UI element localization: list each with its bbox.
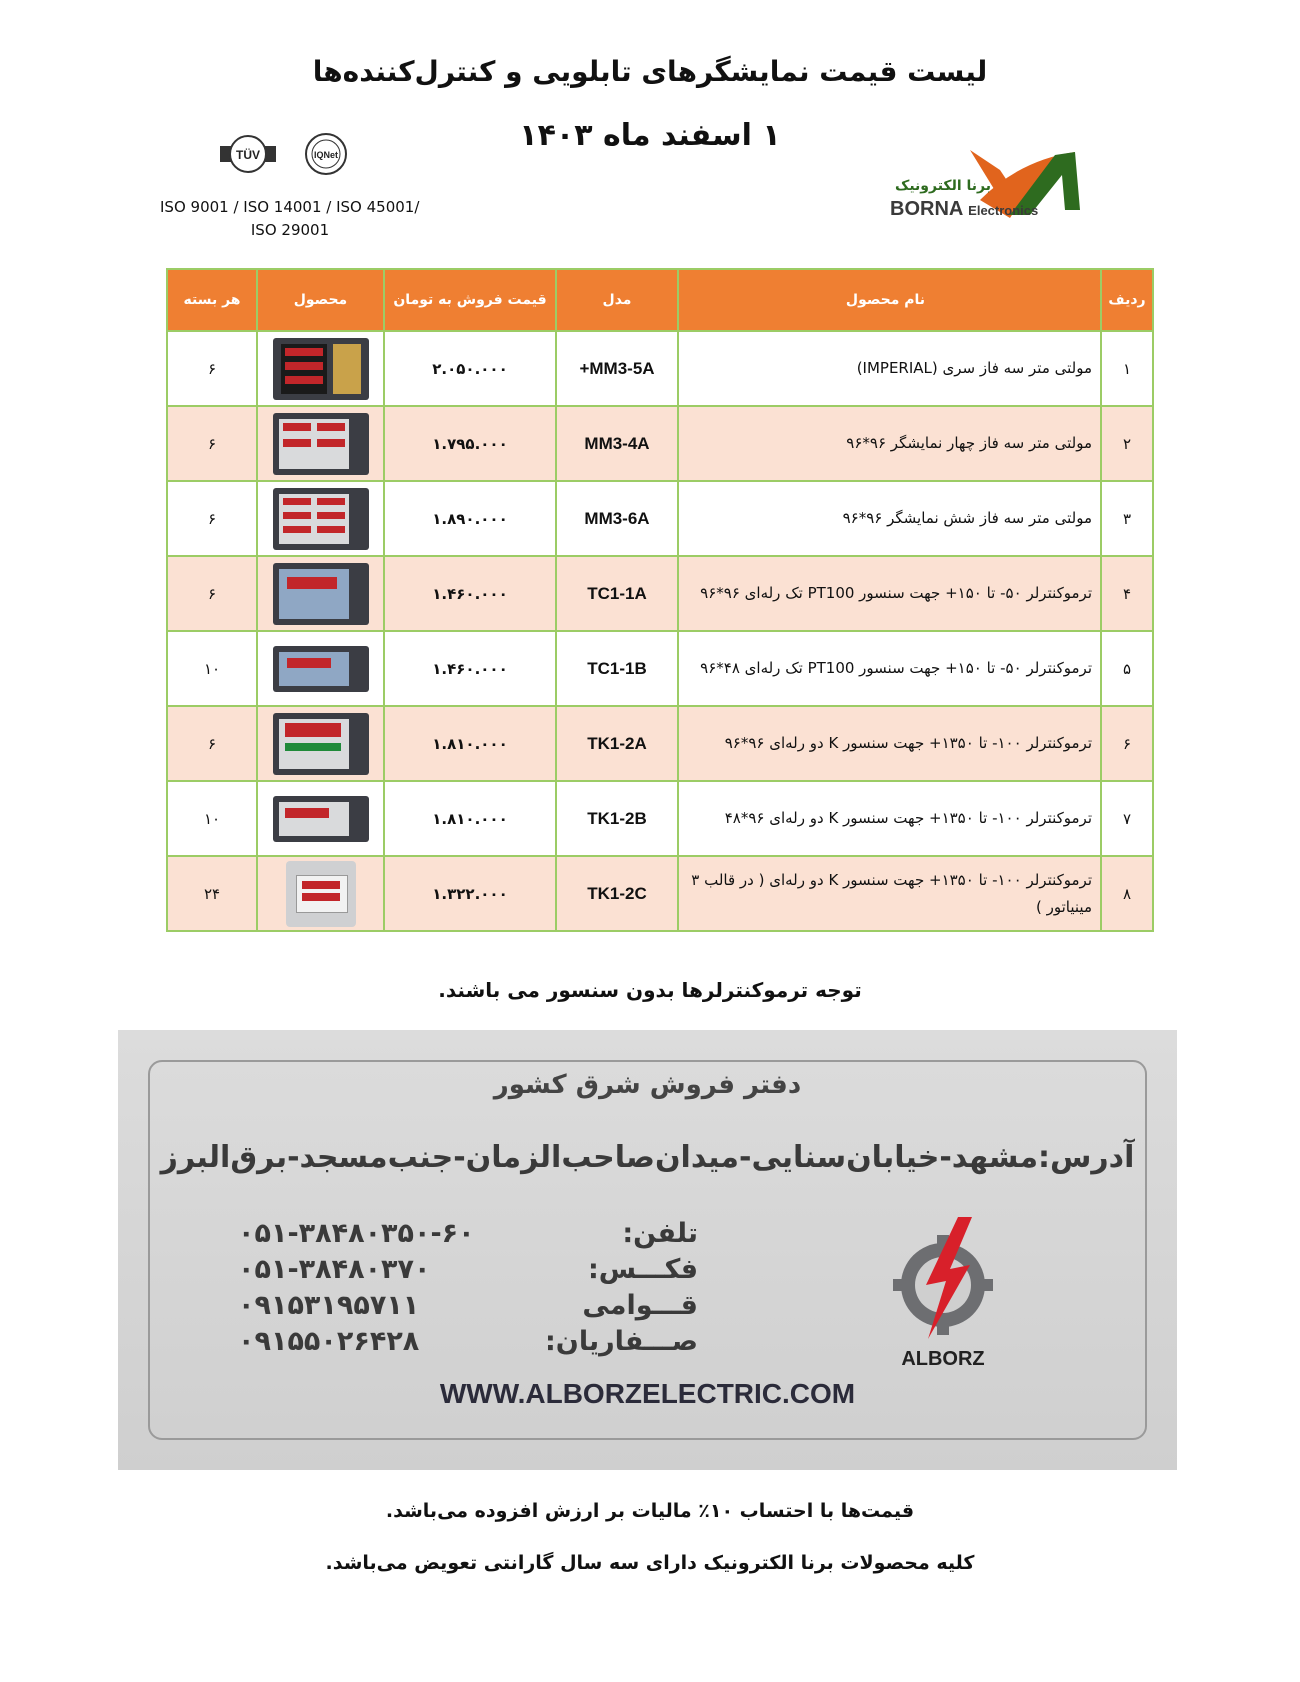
row-product-image [257, 631, 384, 706]
borna-logo-en [890, 198, 1038, 221]
header-price: قیمت فروش به تومان [384, 269, 556, 331]
row-model: TC1-1A [556, 556, 678, 631]
row-name: ترموکنترلر ۱۰۰- تا ۱۳۵۰+ جهت سنسور K دو رله‌ای ۹۶*۹۶ [678, 706, 1101, 781]
table-row [167, 481, 1153, 556]
row-product-image [257, 481, 384, 556]
page-title: لیست قیمت نمایشگرهای تابلویی و کنترل‌کننده‌ها [312, 55, 988, 88]
header-model: مدل [556, 269, 678, 331]
contact-safarian [238, 1326, 698, 1357]
row-idx: ۴ [1101, 556, 1153, 631]
table-row [167, 406, 1153, 481]
contact-label: فکـــس: [587, 1254, 698, 1285]
borna-logo-main: BORNA [890, 198, 963, 220]
cert-b-label: IQNet [313, 150, 339, 160]
vat-note: قیمت‌ها با احتساب ۱۰٪ مالیات بر ارزش افزوده می‌باشد. [385, 1500, 915, 1522]
row-price: ۲.۰۵۰.۰۰۰ [384, 331, 556, 406]
warranty-note: کلیه محصولات برنا الکترونیک دارای سه سال گارانتی تعویض می‌باشد. [325, 1552, 975, 1574]
row-pack: ۶ [167, 331, 257, 406]
row-name: ترموکنترلر ۵۰- تا ۱۵۰+ جهت سنسور PT100 تک رله‌ای ۹۶*۹۶ [678, 556, 1101, 631]
row-pack: ۶ [167, 556, 257, 631]
row-pack: ۶ [167, 406, 257, 481]
row-price: ۱.۴۶۰.۰۰۰ [384, 556, 556, 631]
row-idx: ۷ [1101, 781, 1153, 856]
contact-label: صـــفاریان: [544, 1326, 698, 1357]
sales-office-banner [118, 1030, 1177, 1470]
thermocontroller-image [273, 646, 369, 692]
row-model: TK1-2A [556, 706, 678, 781]
borna-logo-fa: برنا الکترونیک [895, 178, 991, 194]
page-date: ۱ اسفند ماه ۱۴۰۳ [519, 118, 781, 153]
row-price: ۱.۳۲۲.۰۰۰ [384, 856, 556, 931]
header-idx: ردیف [1101, 269, 1153, 331]
row-pack: ۲۴ [167, 856, 257, 931]
row-price: ۱.۷۹۵.۰۰۰ [384, 406, 556, 481]
row-idx: ۳ [1101, 481, 1153, 556]
contact-value: ۰۵۱-۳۸۴۸۰۳۵۰-۶۰ [238, 1218, 475, 1249]
table-row [167, 706, 1153, 781]
row-name: ترموکنترلر ۱۰۰- تا ۱۳۵۰+ جهت سنسور K دو رله‌ای ( در قالب ۳ مینیاتور ) [678, 856, 1101, 931]
contact-label: قـــوامی [582, 1290, 698, 1321]
header-name: نام محصول [678, 269, 1101, 331]
thermocontroller-image [273, 713, 369, 775]
thermocontroller-image [273, 563, 369, 625]
row-model: MM3-5A+ [556, 331, 678, 406]
row-name: ترموکنترلر ۱۰۰- تا ۱۳۵۰+ جهت سنسور K دو رله‌ای ۹۶*۴۸ [678, 781, 1101, 856]
contact-fax [238, 1254, 698, 1285]
row-pack: ۶ [167, 481, 257, 556]
table-row [167, 856, 1153, 931]
row-name: مولتی متر سه فاز چهار نمایشگر ۹۶*۹۶ [678, 406, 1101, 481]
row-product-image [257, 781, 384, 856]
row-pack: ۱۰ [167, 631, 257, 706]
row-price: ۱.۸۱۰.۰۰۰ [384, 781, 556, 856]
thermocontroller-image [273, 796, 369, 842]
contact-value: ۰۹۱۵۳۱۹۵۷۱۱ [238, 1290, 420, 1321]
row-name: مولتی متر سه فاز سری (IMPERIAL) [678, 331, 1101, 406]
banner-address: آدرس:مشهد-خیابان‌سنایی-میدان‌صاحب‌الزمان-جنب‌مسجد-برق‌البرز [160, 1140, 1135, 1175]
certification-badge-icon [218, 132, 278, 176]
table-row [167, 556, 1153, 631]
din-thermocontroller-image [286, 861, 356, 927]
row-model: TK1-2B [556, 781, 678, 856]
header-pack: هر بسته [167, 269, 257, 331]
row-pack: ۱۰ [167, 781, 257, 856]
row-product-image [257, 406, 384, 481]
row-product-image [257, 556, 384, 631]
iqnet-badge-icon [296, 132, 356, 176]
website-link[interactable]: WWW.ALBORZELECTRIC.COM [439, 1378, 856, 1409]
table-header-row [167, 269, 1153, 331]
row-idx: ۲ [1101, 406, 1153, 481]
multimeter-image [273, 413, 369, 475]
row-product-image [257, 331, 384, 406]
banner-title: دفتر فروش شرق کشور [493, 1070, 802, 1100]
row-idx: ۸ [1101, 856, 1153, 931]
row-model: MM3-4A [556, 406, 678, 481]
row-product-image [257, 706, 384, 781]
row-name: مولتی متر سه فاز شش نمایشگر ۹۶*۹۶ [678, 481, 1101, 556]
row-model: TC1-1B [556, 631, 678, 706]
table-row [167, 781, 1153, 856]
contact-label: تلفن: [622, 1218, 698, 1249]
contact-phone [238, 1218, 698, 1249]
table-row [167, 331, 1153, 406]
row-model: MM3-6A [556, 481, 678, 556]
row-name: ترموکنترلر ۵۰- تا ۱۵۰+ جهت سنسور PT100 تک رله‌ای ۴۸*۹۶ [678, 631, 1101, 706]
row-product-image [257, 856, 384, 931]
iso-line-1: ISO 9001 / ISO 14001 / ISO 45001/ [160, 198, 420, 216]
alborz-logo-text: ALBORZ [901, 1348, 985, 1370]
sensor-note: توجه ترموکنترلرها بدون سنسور می باشند. [438, 978, 862, 1002]
contact-ghavami [238, 1290, 698, 1321]
row-price: ۱.۴۶۰.۰۰۰ [384, 631, 556, 706]
row-idx: ۵ [1101, 631, 1153, 706]
price-table [166, 268, 1154, 932]
multimeter-image [273, 338, 369, 400]
alborz-gear-lightning-icon [888, 1215, 998, 1345]
header-product: محصول [257, 269, 384, 331]
row-pack: ۶ [167, 706, 257, 781]
row-price: ۱.۸۱۰.۰۰۰ [384, 706, 556, 781]
multimeter-image [273, 488, 369, 550]
row-idx: ۶ [1101, 706, 1153, 781]
contact-value: ۰۹۱۵۵۰۲۶۴۲۸ [238, 1326, 420, 1357]
borna-logo-sub: Electronics [968, 203, 1039, 218]
table-row [167, 631, 1153, 706]
cert-a-label: TÜV [236, 148, 260, 162]
row-model: TK1-2C [556, 856, 678, 931]
contact-value: ۰۵۱-۳۸۴۸۰۳۷۰ [238, 1254, 431, 1285]
row-price: ۱.۸۹۰.۰۰۰ [384, 481, 556, 556]
iso-line-2: ISO 29001 [250, 221, 330, 239]
row-idx: ۱ [1101, 331, 1153, 406]
